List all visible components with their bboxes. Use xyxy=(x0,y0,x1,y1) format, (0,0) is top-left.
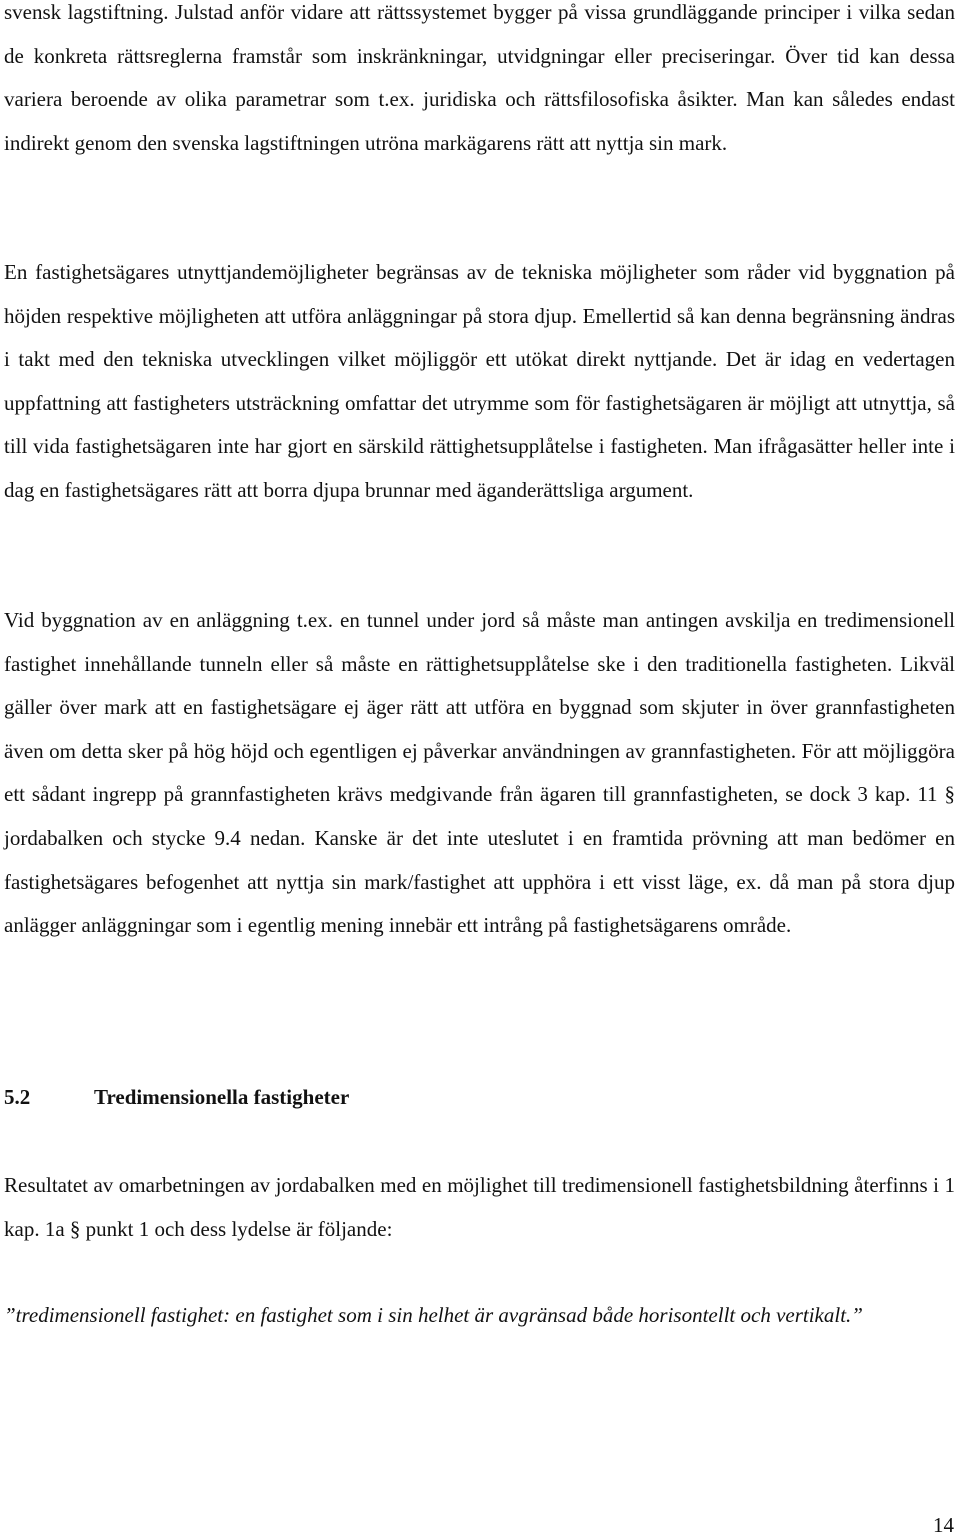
page-number: 14 xyxy=(933,1513,954,1537)
section-heading xyxy=(4,1076,349,1120)
body-paragraph: En fastighetsägares utnyttjandemöjligheter begränsas av de tekniska möjligheter som råder vid byggnation på höjden respektive möjligheten att utföra anläggningar på stora djup. Emellertid så kan denna begränsning ändras i takt med den tekniska utvecklingen vilket möjliggör ett utökat direkt nyttjande. Det är idag en vedertagen uppfattning att fastigheters utsträckning omfattar det utrymme som för fastighetsägaren är möjligt att utnyttja, så till vida fastighetsägaren inte har gjort en särskild rättighetsupplåtelse i fastigheten. Man ifrågasätter heller inte i dag en fastighetsägares rätt att borra djupa brunnar med äganderättsliga argument. xyxy=(4,260,955,502)
body-paragraph: svensk lagstiftning. Julstad anför vidare att rättssystemet bygger på vissa grundläggande principer i vilka sedan de konkreta rättsreglerna framstår som inskränkningar, utvidgningar eller preciseringar. Över tid kan dessa variera beroende av olika parametrar som t.ex. juridiska och rättsfilosofiska åsikter. Man kan således endast indirekt genom den svenska lagstiftningen utröna markägarens rätt att nyttja sin mark. xyxy=(4,0,955,155)
section-title: Tredimensionella fastigheter xyxy=(94,1085,350,1109)
quoted-definition: ”tredimensionell fastighet: en fastighet som i sin helhet är avgränsad både horisontellt och vertikalt.” xyxy=(4,1303,863,1327)
body-paragraph: Resultatet av omarbetningen av jordabalken med en möjlighet till tredimensionell fastighetsbildning återfinns i 1 kap. 1a § punkt 1 och dess lydelse är följande: xyxy=(4,1173,955,1241)
body-paragraph: Vid byggnation av en anläggning t.ex. en tunnel under jord så måste man antingen avskilja en tredimensionell fastighet innehållande tunneln eller så måste en rättighetsupplåtelse ske i den traditionella fastigheten. Likväl gäller över mark att en fastighetsägare ej äger rätt att utföra en byggnad som skjuter in över grannfastigheten även om detta sker på hög höjd och egentligen ej påverkar användningen av grannfastigheten. För att möjliggöra ett sådant ingrepp på grannfastigheten krävs medgivande från ägaren till grannfastigheten, se dock 3 kap. 11 § jordabalken och stycke 9.4 nedan. Kanske är det inte uteslutet i en framtida prövning att man bedömer en fastighetsägares befogenhet att nyttja sin mark/fastighet att upphöra i ett visst läge, ex. då man på stora djup anlägger anläggningar som i egentlig mening innebär ett intrång på fastighetsägarens område. xyxy=(4,608,955,938)
section-number: 5.2 xyxy=(4,1085,31,1109)
